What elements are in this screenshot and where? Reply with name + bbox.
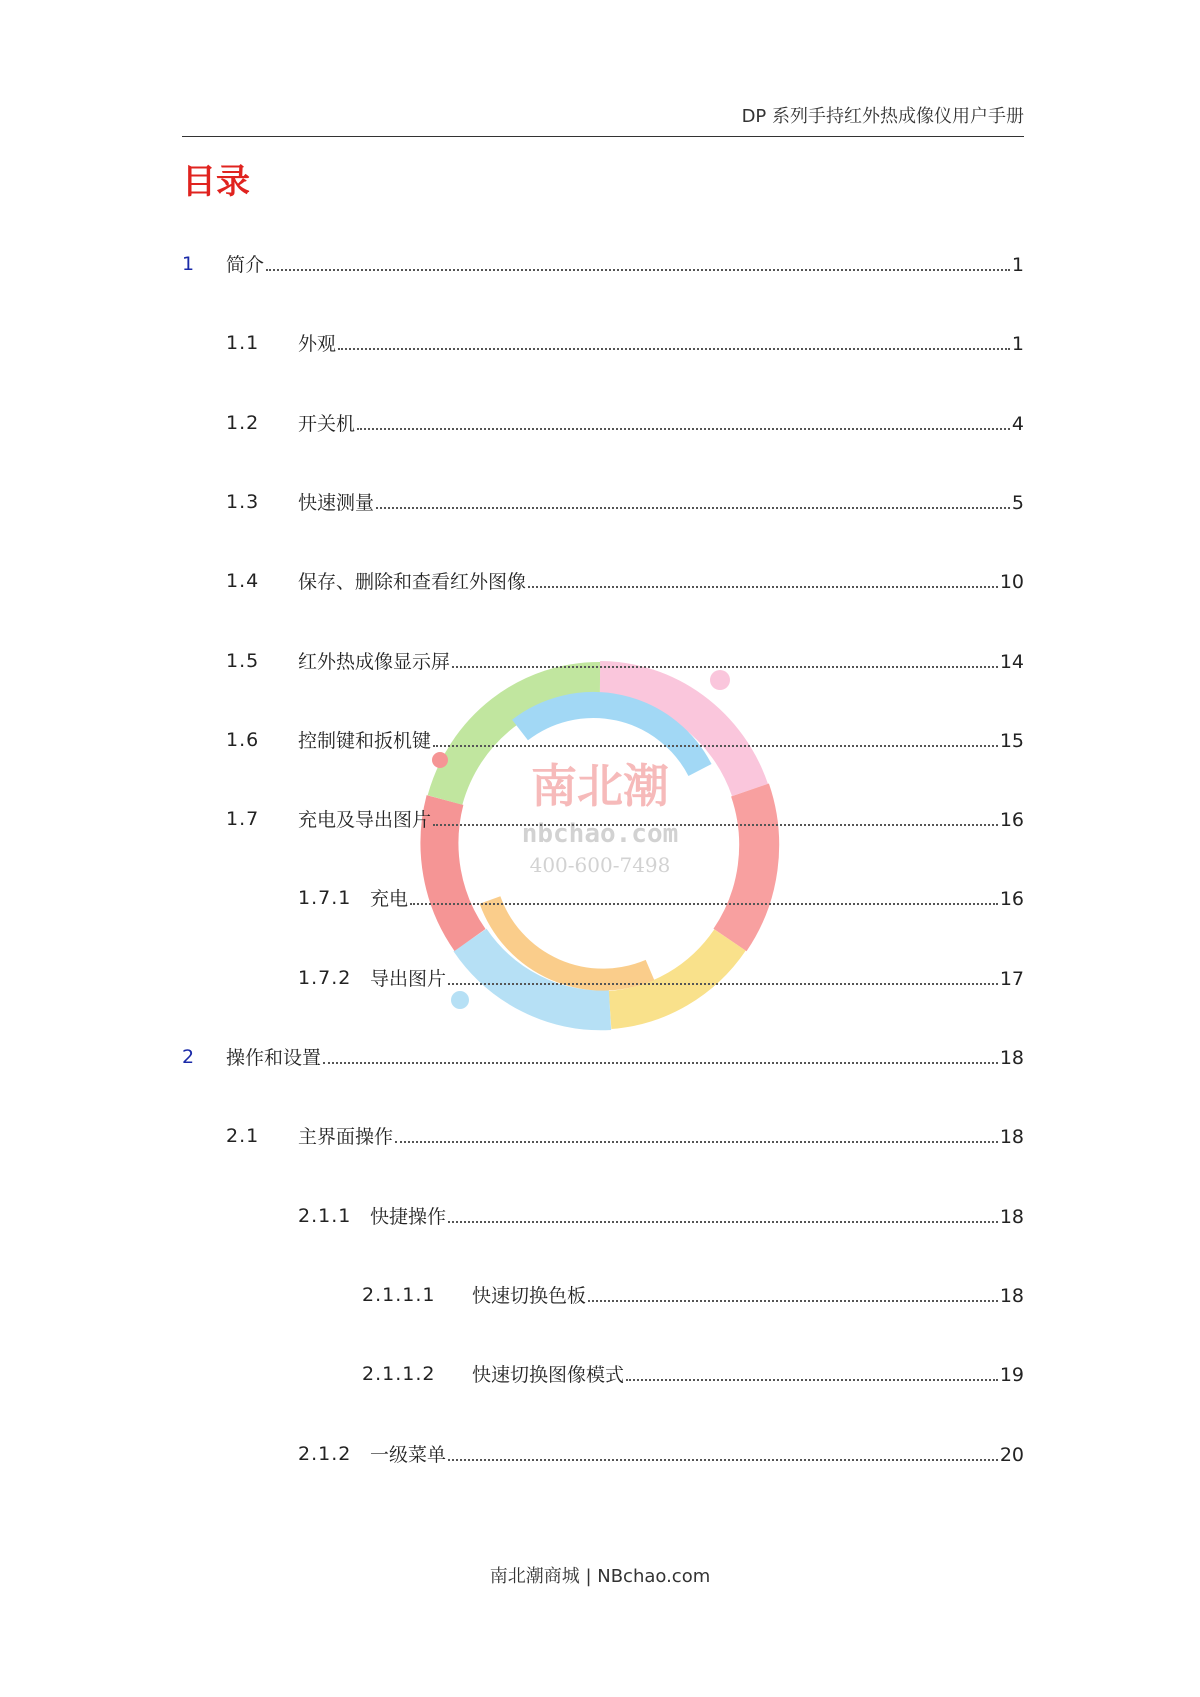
toc-entry-page: 18 bbox=[999, 1126, 1024, 1148]
toc-entry-page: 4 bbox=[1011, 413, 1024, 435]
toc-entry-number: 2.1.1.2 bbox=[362, 1363, 436, 1385]
toc-entry-page: 1 bbox=[1011, 333, 1024, 355]
watermark-logo bbox=[400, 640, 800, 1060]
toc-entry-leader bbox=[338, 328, 1010, 350]
toc-entry-label: 充电及导出图片 bbox=[298, 809, 432, 831]
toc-entry-page: 18 bbox=[999, 1047, 1024, 1069]
toc-entry[interactable] bbox=[362, 1359, 1024, 1389]
toc-entry[interactable] bbox=[226, 487, 1024, 517]
toc-entry-leader bbox=[376, 487, 1010, 509]
toc-entry[interactable] bbox=[226, 566, 1024, 596]
toc-entry[interactable] bbox=[298, 883, 1024, 913]
toc-entry-body bbox=[226, 1042, 1024, 1072]
toc-entry-leader bbox=[323, 1042, 998, 1064]
toc-entry-body bbox=[298, 328, 1024, 358]
toc-entry-body bbox=[298, 408, 1024, 438]
toc-entry-page: 19 bbox=[999, 1364, 1024, 1386]
toc-entry-leader bbox=[410, 883, 998, 905]
toc-entry-body bbox=[370, 1201, 1024, 1231]
toc-entry-label: 快速切换色板 bbox=[472, 1285, 587, 1307]
toc-entry-label: 一级菜单 bbox=[370, 1444, 447, 1466]
toc-entry-body bbox=[370, 1439, 1024, 1469]
toc-entry-label: 快速测量 bbox=[298, 492, 375, 514]
toc-entry[interactable] bbox=[226, 1121, 1024, 1151]
toc-entry-number: 1.6 bbox=[226, 729, 260, 751]
toc-entry-body bbox=[298, 1121, 1024, 1151]
toc-entry-leader bbox=[433, 725, 998, 747]
toc-entry-body bbox=[226, 249, 1024, 279]
toc-entry-number: 1.1 bbox=[226, 332, 260, 354]
toc-entry-number: 2.1 bbox=[226, 1125, 260, 1147]
toc-entry-page: 20 bbox=[999, 1444, 1024, 1466]
toc-entry-page: 18 bbox=[999, 1206, 1024, 1228]
toc-entry-page: 17 bbox=[999, 968, 1024, 990]
toc-entry-leader bbox=[448, 1201, 998, 1223]
toc-entry-leader bbox=[626, 1359, 998, 1381]
toc-entry-leader bbox=[448, 963, 998, 985]
toc-entry-leader bbox=[452, 646, 998, 668]
toc-entry-number: 1.4 bbox=[226, 570, 260, 592]
toc-heading: 目录 bbox=[182, 162, 250, 202]
toc-entry-leader bbox=[588, 1280, 998, 1302]
toc-entry-label: 外观 bbox=[298, 333, 337, 355]
toc-entry-label: 导出图片 bbox=[370, 968, 447, 990]
toc-entry-body bbox=[298, 646, 1024, 676]
watermark-brand-en: nbchao.com bbox=[521, 819, 679, 849]
toc-entry-body bbox=[298, 725, 1024, 755]
watermark-brand-cn: 南北潮 bbox=[531, 759, 669, 813]
toc-entry-page: 14 bbox=[999, 651, 1024, 673]
toc-entry-leader bbox=[266, 249, 1010, 271]
toc-entry[interactable] bbox=[298, 1439, 1024, 1469]
toc-entry-label: 控制键和扳机键 bbox=[298, 730, 432, 752]
toc-entry-number: 1.7.1 bbox=[298, 887, 352, 909]
toc-entry[interactable] bbox=[226, 408, 1024, 438]
toc-entry[interactable] bbox=[226, 646, 1024, 676]
toc-entry-label: 快速切换图像模式 bbox=[472, 1364, 625, 1386]
toc-entry-body bbox=[472, 1359, 1024, 1389]
toc-entry-label: 开关机 bbox=[298, 413, 356, 435]
toc-entry-page: 18 bbox=[999, 1285, 1024, 1307]
toc-entry[interactable] bbox=[298, 963, 1024, 993]
toc-entry-label: 红外热成像显示屏 bbox=[298, 651, 451, 673]
toc-entry-page: 5 bbox=[1011, 492, 1024, 514]
toc-entry-leader bbox=[395, 1121, 998, 1143]
toc-entry-body bbox=[370, 883, 1024, 913]
watermark-phone: 400-600-7498 bbox=[529, 853, 671, 877]
toc-entry-label: 操作和设置 bbox=[226, 1047, 322, 1069]
toc-entry-page: 1 bbox=[1011, 254, 1024, 276]
toc-entry[interactable] bbox=[182, 1042, 1024, 1072]
toc-entry-number: 1.5 bbox=[226, 650, 260, 672]
toc-entry-number: 1 bbox=[182, 253, 196, 275]
toc-entry-number: 1.2 bbox=[226, 412, 260, 434]
toc-entry[interactable] bbox=[226, 725, 1024, 755]
toc-entry[interactable] bbox=[298, 1201, 1024, 1231]
page-header bbox=[182, 96, 1024, 137]
toc-entry-body bbox=[298, 804, 1024, 834]
toc-entry-body bbox=[298, 487, 1024, 517]
toc-entry-label: 快捷操作 bbox=[370, 1206, 447, 1228]
toc-entry-page: 10 bbox=[999, 571, 1024, 593]
toc-entry-number: 1.3 bbox=[226, 491, 260, 513]
toc-entry[interactable] bbox=[182, 249, 1024, 279]
toc-entry-body bbox=[370, 963, 1024, 993]
toc-entry-page: 16 bbox=[999, 888, 1024, 910]
toc-entry-body bbox=[472, 1280, 1024, 1310]
toc-entry[interactable] bbox=[226, 328, 1024, 358]
toc-entry-label: 主界面操作 bbox=[298, 1126, 394, 1148]
toc-entry[interactable] bbox=[362, 1280, 1024, 1310]
toc-entry-number: 1.7.2 bbox=[298, 967, 352, 989]
toc-entry-leader bbox=[448, 1439, 998, 1461]
toc-entry-leader bbox=[357, 408, 1010, 430]
toc-entry-leader bbox=[528, 566, 998, 588]
toc-entry-number: 2 bbox=[182, 1046, 196, 1068]
toc-entry-number: 2.1.1 bbox=[298, 1205, 352, 1227]
toc-entry-number: 1.7 bbox=[226, 808, 260, 830]
toc-entry-number: 2.1.1.1 bbox=[362, 1284, 436, 1306]
page-footer: 南北潮商城 | NBchao.com bbox=[489, 1566, 711, 1587]
header-title: DP 系列手持红外热成像仪用户手册 bbox=[741, 106, 1024, 127]
toc-entry-label: 保存、删除和查看红外图像 bbox=[298, 571, 527, 593]
toc-entry-number: 2.1.2 bbox=[298, 1443, 352, 1465]
toc-entry[interactable] bbox=[226, 804, 1024, 834]
toc-entry-label: 充电 bbox=[370, 888, 409, 910]
toc-entry-page: 15 bbox=[999, 730, 1024, 752]
toc-entry-leader bbox=[433, 804, 998, 826]
toc-entry-page: 16 bbox=[999, 809, 1024, 831]
toc-entry-label: 简介 bbox=[226, 254, 265, 276]
toc-entry-body bbox=[298, 566, 1024, 596]
